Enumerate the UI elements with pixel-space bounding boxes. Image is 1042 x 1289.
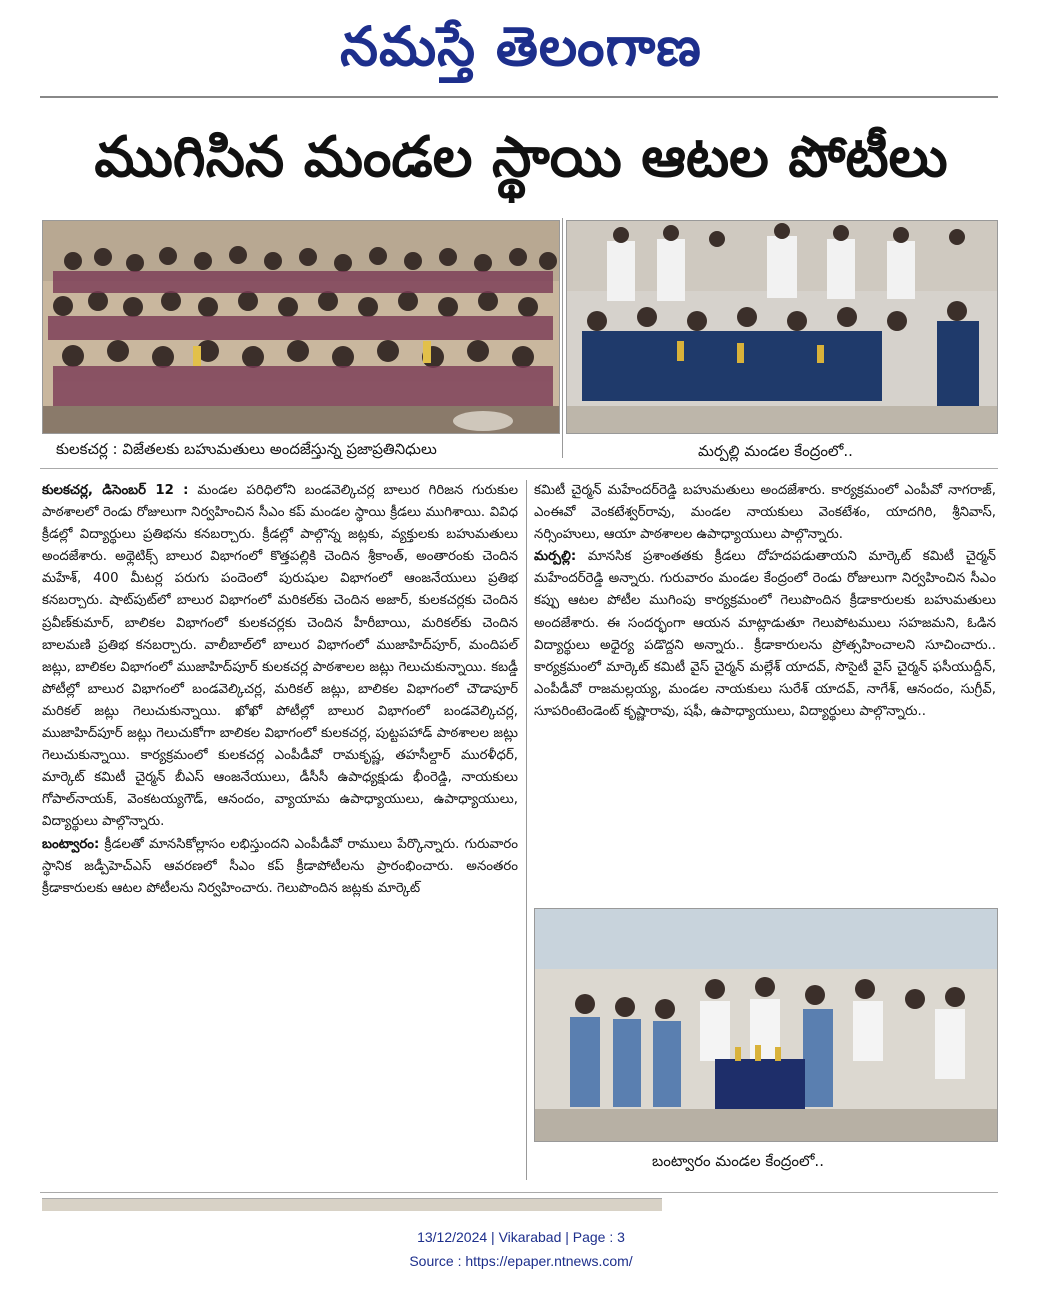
footer-source: Source : https://epaper.ntnews.com/ — [409, 1253, 633, 1269]
photo-marpalli — [566, 220, 998, 434]
masthead-title: నమస్తే తెలంగాణ — [340, 14, 702, 78]
body-marpalli: మానసిక ప్రశాంతతకు క్రీడలు దోహదపడుతాయని మార్కెట్ కమిటీ చైర్మన్ మహేందర్‌రెడ్డి అన్నారు. గురువారం మండల కేంద్రంలో రెండు రోజులుగా నిర్వహించిన సీఎం కప్పు ఆటల పోటీల ముగింపు కార్యక్రమంలో గెలుపొందిన క్రీడాకారులకు బహుమతులు అందజేశారు. ఈ సందర్భంగా ఆయన మాట్లాడుతూ గెలుపోటములు సహజమని, ఓడిన విద్యార్థులు అధైర్య పడొద్దని అన్నారు.. క్రీడాకారులను ప్రోత్సహించాలని సూచించారు.. కార్యక్రమంలో మార్కెట్ కమిటీ వైస్ చైర్మన్ మల్లేశ్ యాదవ్, సొసైటీ వైస్ చైర్మన్ ఫసీయుద్దీన్, ఎంపీడీవో రాజమల్లయ్య, మండల నాయకులు సురేశ్ యాదవ్, నాగేశ్, ఆనందం, సుగ్రీవ్, సూపరింటెండెంట్ కృష్ణారావు, షఫీ, ఉపాధ్యాయులు, విద్యార్థులు పాల్గొన్నారు.. — [534, 549, 996, 719]
article-column-left — [42, 480, 518, 1180]
bottom-rule — [40, 1192, 998, 1193]
photo-kulakacharla — [42, 220, 560, 434]
caption-bantwaram: బంట్వారం మండల కేంద్రంలో.. — [652, 1152, 824, 1170]
dateline-bantwaram: బంట్వారం: — [42, 836, 100, 852]
photo-bantwaram — [534, 908, 998, 1142]
footer-dateline: 13/12/2024 | Vikarabad | Page : 3 — [417, 1229, 625, 1245]
headline: ముగిసిన మండల స్థాయి ఆటల పోటీలు — [94, 125, 948, 190]
text-column-divider — [526, 480, 527, 1180]
article-column-right — [534, 480, 996, 895]
masthead-rule — [40, 96, 998, 98]
caption-kulakacharla: కులకచర్ల : విజేతలకు బహుమతులు అందజేస్తున్న ప్రజాప్రతినిధులు — [56, 440, 437, 458]
dateline-marpalli: మర్పల్లి: — [534, 549, 577, 565]
bottom-image-strip — [42, 1198, 662, 1211]
body-continued: కమిటీ చైర్మన్ మహేందర్‌రెడ్డి బహుమతులు అందజేశారు. కార్యక్రమంలో ఎంపీవో నాగరాజ్, ఎంఈవో వెంకటేశ్వర్‌రావు, మండల నాయకులు వెంకటేశం, యాదగిరి, శ్రీనివాస్, నర్సింహులు, ఆయా పాఠశాలల ఉపాధ్యాయులు పాల్గొన్నారు. — [534, 483, 996, 543]
paragraph-kulakacharla — [42, 480, 518, 834]
column-divider — [562, 218, 563, 458]
body-bantwaram: క్రీడలతో మానసికోల్లాసం లభిస్తుందని ఎంపీడీవో రాములు పేర్కొన్నారు. గురువారం స్థానిక జడ్పీహెచ్‌ఎస్ ఆవరణలో సీఎం కప్ క్రీడాపోటీలను ప్రారంభించారు. అనంతరం క్రీడాకారులకు ఆటల పోటీలను నిర్వహించారు. గెలుపొందిన జట్లకు మార్కెట్ — [42, 836, 518, 896]
paragraph-bantwaram — [42, 834, 518, 900]
paragraph-continued — [534, 480, 996, 546]
caption-marpalli: మర్పల్లి మండల కేంద్రంలో.. — [698, 442, 853, 460]
dateline-kulakacharla: కులకచర్ల, డిసెంబర్ 12 : — [42, 483, 189, 498]
photo-section-rule — [40, 468, 998, 469]
paragraph-marpalli — [534, 546, 996, 723]
body-kulakacharla: మండల పరిధిలోని బండవెల్కిచర్ల బాలుర గిరిజన గురుకుల పాఠశాలలో రెండు రోజులుగా నిర్వహించిన సీఎం కప్ మండల స్థాయి క్రీడలు ముగిశాయి. వివిధ క్రీడల్లో విద్యార్థులు ప్రతిభను కనబర్చారు. క్రీడల్లో పాల్గొన్న జట్లకు, వ్యక్తులకు బహుమతులు అందజేశారు. అథ్లెటిక్స్ బాలుర విభాగంలో కొత్తపల్లికి చెందిన శ్రీకాంత్, అంతారంకు చెందిన మహేశ్, 400 మీటర్ల పరుగు పందెంలో పురుషుల విభాగంలో ఆంజనేయులు ప్రతిభ కనబర్చారు. షాట్‌పుట్‌లో బాలుర విభాగంలో మరికల్‌కు చెందిన అజార్, కులకచర్లకు చెందిన ప్రవీణ్‌కుమార్, బాలికల విభాగంలో కులకచర్లకు చెందిన హీరీబాయి, మరికల్‌కు చెందిన బాలమణి ప్రతిభ కనబర్చారు. వాలీబాల్‌లో బాలుర విభాగంలో ముజాహిద్‌పూర్, మందిపల్ జట్లు, బాలికల విభాగంలో ముజాహిద్‌పూర్ కులకచర్ల పాఠశాలల జట్లు గెలుచుకున్నాయి. కబడ్డీ పోటీల్లో బాలుర విభాగంలో బండవెల్కిచర్ల, మరికల్ జట్లు, బాలికల విభాగంలో చౌడాపూర్ మరికల్ జట్లు గెలుచుకున్నాయి. ఖోఖో పోటీల్లో బాలుర విభాగంలో బండవెల్కిచర్ల, ముజాహిద్‌పూర్ జట్లు గెలుచుకోగా బాలికల విభాగంలో కులకచర్ల, పుట్టపహాడ్ పాఠశాలల జట్లు గెలుచుకున్నాయి. కార్యక్రమంలో కులకచర్ల ఎంపీడీవో రామకృష్ణ, తహసీల్దార్ మురళీధర్, మార్కెట్ కమిటీ చైర్మన్ బీఎస్ ఆంజనేయులు, డీసీసీ ఉపాధ్యక్షుడు భీంరెడ్డి, నాయకులు గోపాల్‌నాయక్, వెంకటయ్యగౌడ్, ఆనందం, వ్యాయామ ఉపాధ్యాయులు, ఉపాధ్యాయులు, విద్యార్థులు పాల్గొన్నారు. — [42, 483, 518, 830]
